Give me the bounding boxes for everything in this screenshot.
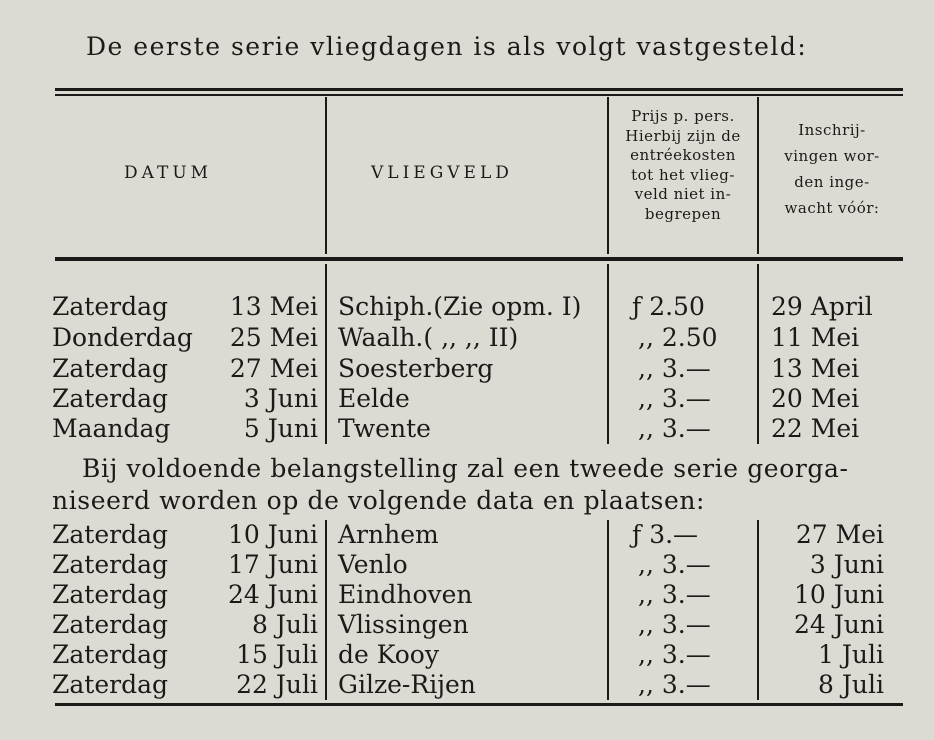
cell-date: 27 Mei (229, 354, 318, 383)
intro-text: De eerste serie vliegdagen is als volgt vastgesteld: (86, 32, 808, 61)
cell-day: Zaterdag (52, 520, 168, 549)
cell-date: 25 Mei (229, 323, 318, 352)
cell-date: 8 Juli (252, 610, 318, 639)
cell-field: Arnhem (338, 520, 439, 549)
header-divider-2 (607, 97, 609, 254)
second-series-note (52, 453, 902, 517)
cell-deadline: 13 Mei (771, 354, 860, 383)
top-rule-thick (55, 88, 903, 91)
cell-date: 17 Juni (228, 550, 318, 579)
header-prijs-line: veld niet in- (634, 185, 732, 203)
cell-day: Maandag (52, 414, 171, 443)
cell-deadline: 10 Juni (794, 580, 884, 609)
cell-date: 3 Juni (243, 384, 318, 413)
cell-price: ƒ 2.50 (632, 292, 705, 321)
cell-date: 22 Juli (236, 670, 318, 699)
header-divider-3 (757, 97, 759, 254)
body2-divider-3 (757, 520, 759, 700)
cell-field: Eindhoven (338, 580, 473, 609)
body2-divider-2 (607, 520, 609, 700)
cell-date: 15 Juli (236, 640, 318, 669)
cell-price: ,, 2.50 (638, 323, 718, 352)
cell-date: 24 Juni (228, 580, 318, 609)
header-prijs-line: Prijs p. pers. (631, 107, 735, 125)
header-prijs-line: tot het vlieg- (631, 165, 735, 184)
cell-day: Zaterdag (52, 384, 168, 413)
cell-deadline: 3 Juni (809, 550, 884, 579)
cell-deadline: 1 Juli (818, 640, 884, 669)
cell-deadline: 8 Juli (818, 670, 884, 699)
cell-field: de Kooy (338, 640, 439, 669)
cell-field: Venlo (338, 550, 408, 579)
cell-day: Zaterdag (52, 640, 168, 669)
cell-deadline: 29 April (771, 292, 873, 321)
cell-deadline: 11 Mei (771, 323, 860, 352)
note-line-1: Bij voldoende belangstelling zal een tweede serie georga- (82, 454, 849, 483)
cell-field: Soesterberg (338, 354, 494, 383)
cell-date: 5 Juni (243, 414, 318, 443)
cell-field: Eelde (338, 384, 410, 413)
top-rule-thin (55, 94, 903, 96)
cell-day: Zaterdag (52, 354, 168, 383)
header-bottom-rule (55, 257, 903, 261)
body2-divider-1 (325, 520, 327, 700)
cell-day: Zaterdag (52, 670, 168, 699)
header-inschrijving (760, 117, 904, 221)
cell-price: ,, 3.— (638, 580, 711, 609)
cell-price: ,, 3.— (638, 670, 711, 699)
cell-deadline: 22 Mei (771, 414, 860, 443)
cell-day: Zaterdag (52, 550, 168, 579)
cell-price: ƒ 3.— (632, 520, 699, 549)
cell-price: ,, 3.— (638, 640, 711, 669)
cell-date: 13 Mei (229, 292, 318, 321)
cell-day: Zaterdag (52, 292, 168, 321)
header-vliegveld: VLIEGVELD (371, 163, 513, 183)
header-divider-1 (325, 97, 327, 254)
cell-deadline: 20 Mei (771, 384, 860, 413)
header-inschrijving-line: vingen wor- (784, 147, 880, 165)
cell-price: ,, 3.— (638, 610, 711, 639)
cell-field: Twente (338, 414, 431, 443)
cell-day: Zaterdag (52, 610, 168, 639)
header-inschrijving-line: den inge- (794, 173, 870, 191)
cell-day: Donderdag (52, 323, 193, 352)
cell-field: Gilze-Rijen (338, 670, 476, 699)
header-inschrijving-line: wacht vóór: (784, 199, 880, 217)
body1-divider-3 (757, 264, 759, 444)
cell-price: ,, 3.— (638, 414, 711, 443)
cell-price: ,, 3.— (638, 354, 711, 383)
cell-field: Schiph.(Zie opm. I) (338, 292, 582, 321)
cell-field: Vlissingen (338, 610, 469, 639)
header-inschrijving-line: Inschrij- (798, 121, 866, 139)
body1-divider-1 (325, 264, 327, 444)
header-prijs (610, 107, 756, 224)
cell-price: ,, 3.— (638, 384, 711, 413)
header-datum: DATUM (124, 163, 213, 183)
header-prijs-line: Hierbij zijn de (625, 126, 741, 145)
cell-price: ,, 3.— (638, 550, 711, 579)
cell-date: 10 Juni (228, 520, 318, 549)
cell-deadline: 24 Juni (794, 610, 884, 639)
body1-divider-2 (607, 264, 609, 444)
cell-deadline: 27 Mei (795, 520, 884, 549)
cell-day: Zaterdag (52, 580, 168, 609)
header-prijs-line: begrepen (644, 204, 722, 223)
note-line-2: niseerd worden op de volgende data en plaatsen: (52, 486, 706, 515)
bottom-rule (55, 703, 903, 706)
header-prijs-line: entréekosten (630, 146, 736, 164)
cell-field: Waalh.( ,, ,, II) (338, 323, 519, 352)
